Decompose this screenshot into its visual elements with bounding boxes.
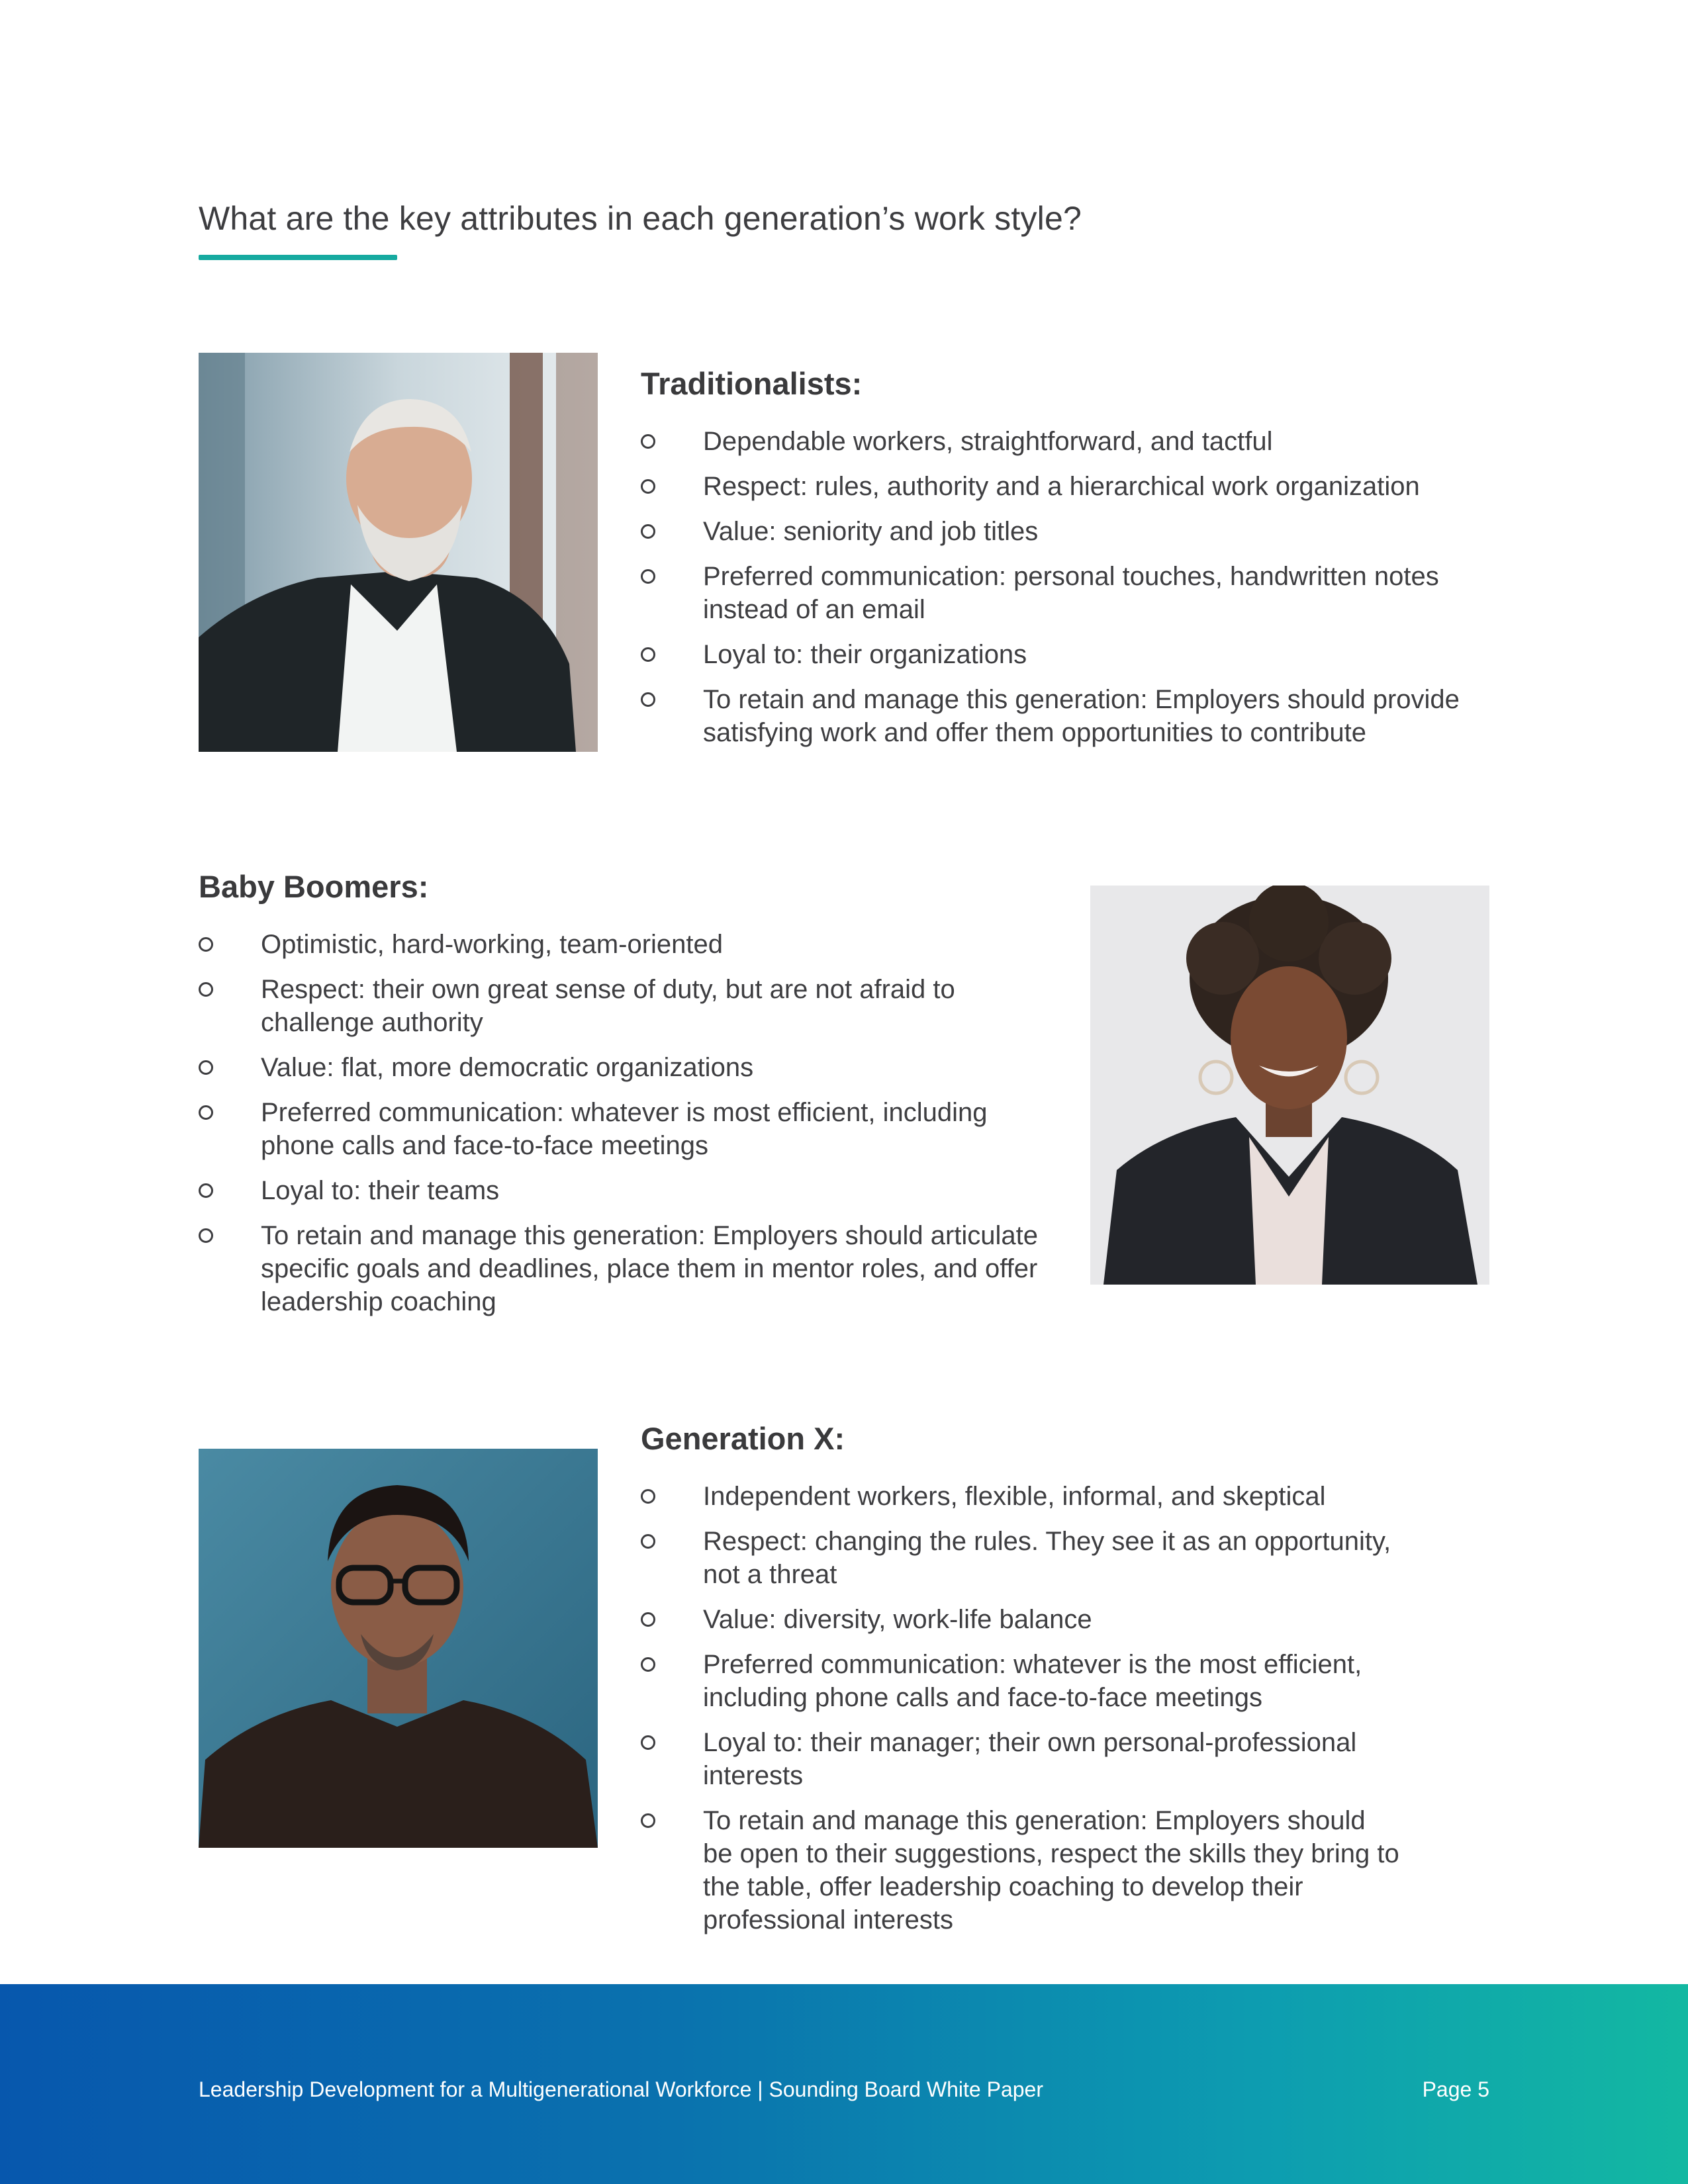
bullet-item: Preferred communication: whatever is the most efficient, including phone calls and face-to-face meetings: [641, 1648, 1402, 1714]
hollow-circle-bullet-icon: [199, 982, 213, 997]
hollow-circle-bullet-icon: [199, 1183, 213, 1198]
bullet-list: [199, 928, 1046, 1318]
hollow-circle-bullet-icon: [641, 647, 655, 662]
bullet-item: Independent workers, flexible, informal, and skeptical: [641, 1480, 1402, 1513]
bullet-list: [641, 1480, 1402, 1936]
baby-boomers-photo: [1090, 886, 1489, 1285]
bullet-item: Loyal to: their manager; their own personal-professional interests: [641, 1726, 1402, 1792]
bullet-item: To retain and manage this generation: Employers should be open to their suggestions, respect the skills they bring to the table, offer leadership coaching to develop their professional interests: [641, 1804, 1402, 1936]
hollow-circle-bullet-icon: [641, 434, 655, 449]
page-footer: [0, 1984, 1688, 2184]
hollow-circle-bullet-icon: [641, 692, 655, 707]
section-heading: Generation X:: [641, 1421, 845, 1456]
bullet-item: Respect: rules, authority and a hierarchical work organization: [641, 470, 1501, 503]
section-heading: Traditionalists:: [641, 366, 863, 401]
hollow-circle-bullet-icon: [199, 1228, 213, 1243]
footer-page-number: Page 5: [1422, 2077, 1489, 2101]
bullet-item: To retain and manage this generation: Employers should articulate specific goals and deadlines, place them in mentor roles, and offer leadership coaching: [199, 1219, 1046, 1318]
hollow-circle-bullet-icon: [641, 479, 655, 494]
section-traditionalists: [641, 365, 1501, 761]
bullet-list: [641, 425, 1501, 749]
hollow-circle-bullet-icon: [641, 1813, 655, 1828]
bullet-item: Optimistic, hard-working, team-oriented: [199, 928, 1046, 961]
page-title: What are the key attributes in each generation’s work style?: [199, 200, 1082, 237]
section-baby-boomers: [199, 868, 1046, 1330]
hollow-circle-bullet-icon: [199, 937, 213, 952]
hollow-circle-bullet-icon: [641, 569, 655, 584]
hollow-circle-bullet-icon: [641, 1735, 655, 1750]
title-underline: [199, 255, 397, 260]
traditionalists-photo: [199, 353, 598, 752]
hollow-circle-bullet-icon: [641, 1534, 655, 1549]
hollow-circle-bullet-icon: [641, 524, 655, 539]
bullet-item: Value: diversity, work-life balance: [641, 1603, 1402, 1636]
bullet-item: To retain and manage this generation: Employers should provide satisfying work and offer them opportunities to contribute: [641, 683, 1501, 749]
section-generation-x: [641, 1420, 1501, 1948]
hollow-circle-bullet-icon: [199, 1105, 213, 1120]
bullet-item: Respect: their own great sense of duty, but are not afraid to challenge authority: [199, 973, 1046, 1039]
bullet-item: Loyal to: their organizations: [641, 638, 1501, 671]
bullet-item: Value: seniority and job titles: [641, 515, 1501, 548]
hollow-circle-bullet-icon: [199, 1060, 213, 1075]
hollow-circle-bullet-icon: [641, 1612, 655, 1627]
bullet-item: Respect: changing the rules. They see it as an opportunity, not a threat: [641, 1525, 1402, 1591]
bullet-item: Preferred communication: personal touches, handwritten notes instead of an email: [641, 560, 1501, 626]
footer-document-title: Leadership Development for a Multigenerational Workforce | Sounding Board White Paper: [199, 2077, 1043, 2101]
hollow-circle-bullet-icon: [641, 1489, 655, 1504]
hollow-circle-bullet-icon: [641, 1657, 655, 1672]
section-heading: Baby Boomers:: [199, 869, 429, 904]
bullet-item: Loyal to: their teams: [199, 1174, 1046, 1207]
bullet-item: Value: flat, more democratic organizations: [199, 1051, 1046, 1084]
bullet-item: Preferred communication: whatever is most efficient, including phone calls and face-to-face meetings: [199, 1096, 1046, 1162]
generation-x-photo: [199, 1449, 598, 1848]
bullet-item: Dependable workers, straightforward, and tactful: [641, 425, 1501, 458]
